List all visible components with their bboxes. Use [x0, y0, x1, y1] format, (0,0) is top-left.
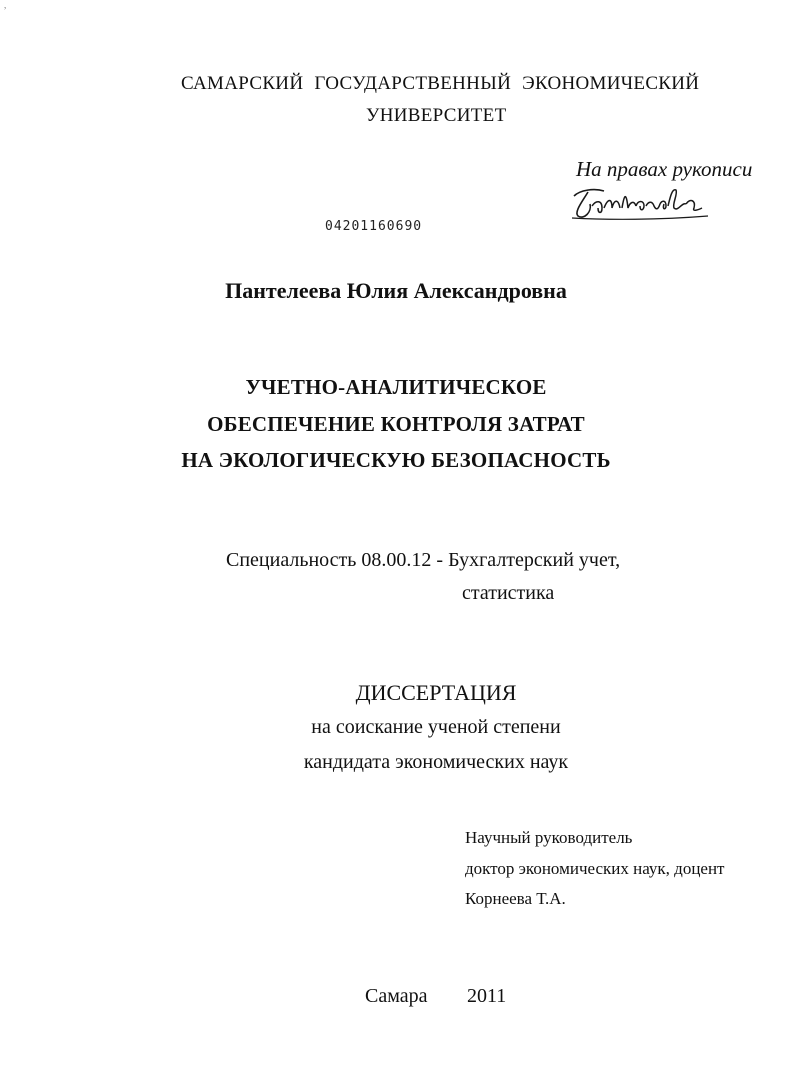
author-name: Пантелеева Юлия Александровна	[225, 278, 567, 303]
specialty-line1: Специальность 08.00.12 - Бухгалтерский учет,	[226, 549, 621, 571]
dissertation-degree-line2: кандидата экономических наук	[303, 751, 569, 773]
manuscript-note: На правах рукописи	[576, 157, 753, 181]
author-signature	[568, 182, 718, 226]
university-name-line1: САМАРСКИЙ ГОСУДАРСТВЕННЫЙ ЭКОНОМИЧЕСКИЙ	[181, 73, 700, 94]
city: Самара	[365, 985, 428, 1007]
scan-mark: ,	[4, 0, 7, 10]
advisor-role: Научный руководитель	[465, 828, 633, 847]
dissertation-heading: ДИССЕРТАЦИЯ	[355, 680, 517, 705]
advisor-name: Корнеева Т.А.	[465, 889, 566, 908]
advisor-degree: доктор экономических наук, доцент	[465, 859, 725, 878]
title-line-2: ОБЕСПЕЧЕНИЕ КОНТРОЛЯ ЗАТРАТ	[207, 412, 585, 436]
dissertation-degree-line1: на соискание ученой степени	[311, 716, 561, 738]
catalog-code: 04201160690	[325, 219, 423, 234]
university-name-line2: УНИВЕРСИТЕТ	[366, 105, 507, 126]
title-line-3: НА ЭКОЛОГИЧЕСКУЮ БЕЗОПАСНОСТЬ	[181, 448, 611, 472]
year: 2011	[467, 985, 507, 1007]
title-line-1: УЧЕТНО-АНАЛИТИЧЕСКОЕ	[245, 375, 547, 399]
specialty-line2: статистика	[462, 582, 555, 604]
